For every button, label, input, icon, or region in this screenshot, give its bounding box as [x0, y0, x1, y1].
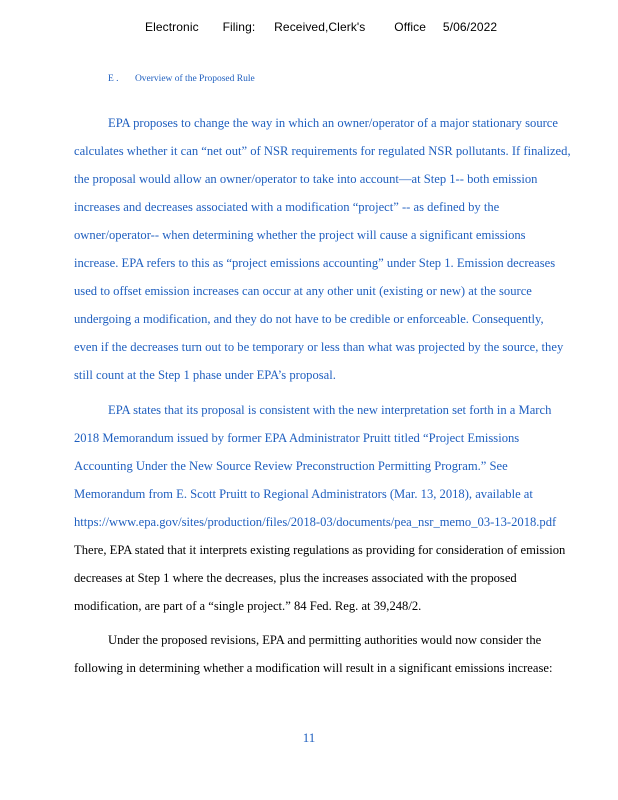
filing-header [145, 20, 497, 34]
text-line: EPA proposes to change the way in which an owner/operator of a major stationary source [108, 116, 558, 130]
text-line: even if the decreases turn out to be temporary or less than what was projected by the source, they [74, 340, 564, 354]
text-line: Memorandum from E. Scott Pruitt to Regional Administrators (Mar. 13, 2018), available at [74, 487, 533, 501]
text-line: There, EPA stated that it interprets existing regulations as providing for consideration of emission [74, 543, 566, 557]
text-line: Accounting Under the New Source Review Preconstruction Permitting Program.” See [74, 459, 508, 473]
text-line: calculates whether it can “net out” of NSR requirements for regulated NSR pollutants. If finalized, [74, 144, 571, 158]
text-line: 2018 Memorandum issued by former EPA Administrator Pruitt titled “Project Emissions [74, 431, 520, 445]
text-line: modification, are part of a “single project.” 84 Fed. Reg. at 39,248/2. [74, 599, 422, 613]
text-line: following in determining whether a modification will result in a significant emissions increase: [74, 661, 553, 675]
paragraph-1 [74, 109, 604, 389]
text-line: Under the proposed revisions, EPA and permitting authorities would now consider the [108, 633, 542, 647]
section-heading [108, 74, 269, 84]
header-date: 5/06/2022 [442, 20, 498, 34]
text-line: EPA states that its proposal is consistent with the new interpretation set forth in a March [108, 403, 552, 417]
section-title: Overview of the Proposed Rule [134, 74, 255, 84]
text-line: owner/operator-- when determining whether the project will cause a significant emissions [74, 228, 526, 242]
paragraph-2 [74, 396, 604, 620]
text-line: increase. EPA refers to this as “project emissions accounting” under Step 1. Emission decreases [74, 256, 556, 270]
header-electronic: Electronic [145, 20, 199, 34]
text-line: used to offset emission increases can occur at any other unit (existing or new) at the source [74, 284, 532, 298]
text-line: still count at the Step 1 phase under EPA’s proposal. [74, 368, 336, 382]
text-line: increases and decreases associated with a modification “project” -- as defined by the [74, 200, 500, 214]
memo-url-line: https://www.epa.gov/sites/production/files/2018-03/documents/pea_nsr_memo_03-13-2018.pdf [74, 515, 557, 529]
header-filing: Filing: [222, 20, 256, 34]
header-office: Office [394, 20, 427, 34]
text-line: undergoing a modification, and they do not have to be credible or enforceable. Consequently, [74, 312, 544, 326]
header-received: Received,Clerk's [274, 20, 366, 34]
section-letter: E . [108, 74, 119, 84]
text-line: decreases at Step 1 where the decreases, plus the increases associated with the proposed [74, 571, 517, 585]
text-line: the proposal would allow an owner/operator to take into account—at Step 1-- both emission [74, 172, 538, 186]
paragraph-3 [74, 626, 604, 682]
page-number: 11 [302, 730, 316, 745]
